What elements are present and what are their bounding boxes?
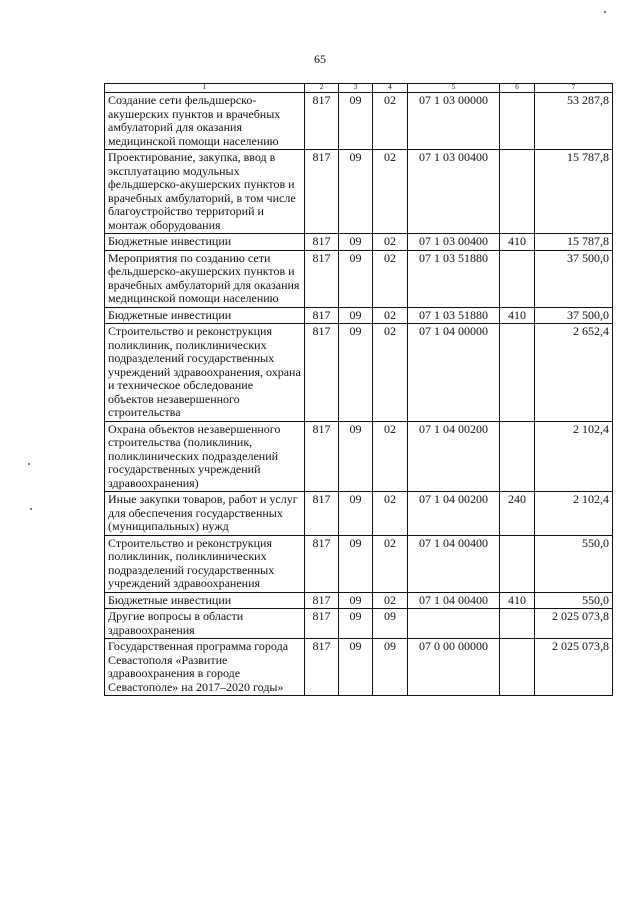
target-code: 07 0 00 00000 [408, 639, 500, 696]
budget-table [104, 83, 613, 696]
subsection-code: 02 [373, 492, 408, 536]
item-name: Проектирование, закупка, ввод в эксплуатацию модульных фельдшерско-акушерских пунктов и врачебных амбулаторий, в том числе благоустройство территорий и монтаж оборудования [105, 150, 305, 234]
amount: 2 025 073,8 [535, 639, 613, 696]
target-code: 07 1 04 00200 [408, 421, 500, 492]
item-name: Строительство и реконструкция поликлиник, поликлинических подразделений государственных учреждений здравоохранения [105, 535, 305, 592]
table-row [105, 234, 613, 251]
section-code: 09 [339, 234, 373, 251]
target-code: 07 1 04 00400 [408, 592, 500, 609]
subsection-code: 02 [373, 421, 408, 492]
item-name: Бюджетные инвестиции [105, 234, 305, 251]
section-code: 09 [339, 150, 373, 234]
section-code: 09 [339, 492, 373, 536]
subsection-code: 09 [373, 639, 408, 696]
target-code: 07 1 03 51880 [408, 307, 500, 324]
admin-code: 817 [305, 592, 339, 609]
column-number: 3 [339, 84, 373, 93]
item-name: Бюджетные инвестиции [105, 592, 305, 609]
amount: 15 787,8 [535, 234, 613, 251]
expense-type-code: 410 [500, 307, 535, 324]
item-name: Строительство и реконструкция поликлиник, поликлинических подразделений государственных учреждений здравоохранения, охрана и техническое обследование объектов незавершенного строительства [105, 324, 305, 422]
section-code: 09 [339, 609, 373, 639]
amount: 2 025 073,8 [535, 609, 613, 639]
amount: 15 787,8 [535, 150, 613, 234]
expense-type-code: 410 [500, 234, 535, 251]
amount: 53 287,8 [535, 93, 613, 150]
admin-code: 817 [305, 250, 339, 307]
table-row [105, 492, 613, 536]
expense-type-code [500, 324, 535, 422]
amount: 550,0 [535, 535, 613, 592]
item-name: Бюджетные инвестиции [105, 307, 305, 324]
subsection-code: 02 [373, 307, 408, 324]
item-name: Другие вопросы в области здравоохранения [105, 609, 305, 639]
amount: 550,0 [535, 592, 613, 609]
target-code: 07 1 03 00400 [408, 150, 500, 234]
expense-type-code [500, 250, 535, 307]
amount: 2 102,4 [535, 421, 613, 492]
column-number: 5 [408, 84, 500, 93]
target-code: 07 1 03 51880 [408, 250, 500, 307]
section-code: 09 [339, 93, 373, 150]
table-row [105, 609, 613, 639]
admin-code: 817 [305, 307, 339, 324]
section-code: 09 [339, 307, 373, 324]
column-number: 2 [305, 84, 339, 93]
target-code [408, 609, 500, 639]
column-number: 6 [500, 84, 535, 93]
admin-code: 817 [305, 421, 339, 492]
item-name: Мероприятия по созданию сети фельдшерско-акушерских пунктов и врачебных амбулаторий для оказания медицинской помощи населению [105, 250, 305, 307]
scan-speck [604, 11, 606, 13]
subsection-code: 09 [373, 609, 408, 639]
target-code: 07 1 04 00400 [408, 535, 500, 592]
admin-code: 817 [305, 535, 339, 592]
section-code: 09 [339, 535, 373, 592]
expense-type-code [500, 639, 535, 696]
subsection-code: 02 [373, 93, 408, 150]
section-code: 09 [339, 592, 373, 609]
table-row [105, 250, 613, 307]
column-number: 4 [373, 84, 408, 93]
subsection-code: 02 [373, 150, 408, 234]
admin-code: 817 [305, 93, 339, 150]
admin-code: 817 [305, 492, 339, 536]
amount: 37 500,0 [535, 250, 613, 307]
table-row [105, 535, 613, 592]
subsection-code: 02 [373, 234, 408, 251]
subsection-code: 02 [373, 250, 408, 307]
target-code: 07 1 03 00000 [408, 93, 500, 150]
expense-type-code [500, 609, 535, 639]
table-row [105, 639, 613, 696]
section-code: 09 [339, 639, 373, 696]
item-name: Охрана объектов незавершенного строительства (поликлиник, поликлинических подразделений государственных учреждений здравоохранения) [105, 421, 305, 492]
page-number: 65 [314, 52, 326, 66]
table-row [105, 93, 613, 150]
item-name: Создание сети фельдшерско-акушерских пунктов и врачебных амбулаторий для оказания медицинской помощи населению [105, 93, 305, 150]
target-code: 07 1 04 00200 [408, 492, 500, 536]
item-name: Государственная программа города Севастополя «Развитие здравоохранения в городе Севастополе» на 2017–2020 годы» [105, 639, 305, 696]
section-code: 09 [339, 250, 373, 307]
section-code: 09 [339, 324, 373, 422]
target-code: 07 1 03 00400 [408, 234, 500, 251]
admin-code: 817 [305, 609, 339, 639]
expense-type-code [500, 421, 535, 492]
table-row [105, 307, 613, 324]
item-name: Иные закупки товаров, работ и услуг для обеспечения государственных (муниципальных) нужд [105, 492, 305, 536]
admin-code: 817 [305, 639, 339, 696]
table-row [105, 150, 613, 234]
amount: 2 652,4 [535, 324, 613, 422]
expense-type-code: 240 [500, 492, 535, 536]
admin-code: 817 [305, 150, 339, 234]
expense-type-code [500, 150, 535, 234]
subsection-code: 02 [373, 535, 408, 592]
table-row [105, 592, 613, 609]
target-code: 07 1 04 00000 [408, 324, 500, 422]
subsection-code: 02 [373, 592, 408, 609]
admin-code: 817 [305, 234, 339, 251]
table-row [105, 421, 613, 492]
scan-speck [28, 463, 30, 465]
admin-code: 817 [305, 324, 339, 422]
section-code: 09 [339, 421, 373, 492]
amount: 2 102,4 [535, 492, 613, 536]
scan-speck [30, 508, 32, 510]
expense-type-code [500, 93, 535, 150]
subsection-code: 02 [373, 324, 408, 422]
column-number: 7 [535, 84, 613, 93]
column-number: 1 [105, 84, 305, 93]
expense-type-code: 410 [500, 592, 535, 609]
amount: 37 500,0 [535, 307, 613, 324]
table-row [105, 324, 613, 422]
column-number-row [105, 84, 613, 93]
expense-type-code [500, 535, 535, 592]
